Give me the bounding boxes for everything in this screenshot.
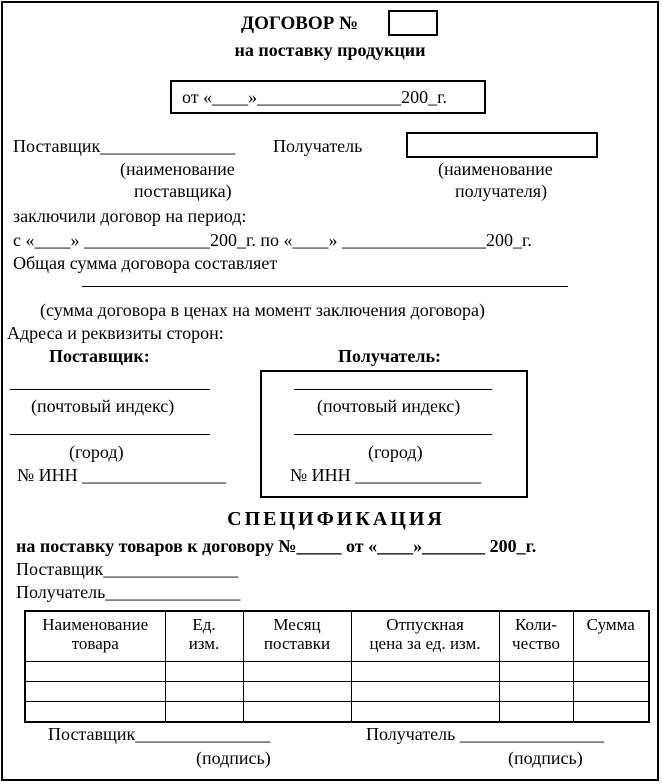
- receiver-city-hint: (город): [368, 442, 423, 462]
- supplier-city-hint: (город): [69, 442, 124, 462]
- column-header-sum: Сумма: [573, 611, 649, 662]
- supplier-hint-line2: поставщика): [134, 181, 232, 201]
- receiver-label: Получатель: [273, 136, 363, 156]
- table-header-row: [25, 611, 649, 662]
- contract-sum-label: Общая сумма договора составляет: [13, 253, 278, 273]
- table-row[interactable]: [25, 682, 649, 702]
- contract-sum-line[interactable]: [82, 286, 568, 287]
- supplier-postal-hint: (почтовый индекс): [31, 396, 175, 416]
- contract-date-line: от «____»________________200_г.: [182, 87, 447, 107]
- receiver-postal-hint: (почтовый индекс): [317, 396, 461, 416]
- supplier-address-label: Поставщик:: [49, 346, 150, 366]
- supplier-city-line[interactable]: [10, 434, 210, 435]
- receiver-address-label: Получатель:: [338, 346, 441, 366]
- column-header-unit: Ед. изм.: [165, 611, 243, 662]
- supplier-signature-hint: (подпись): [196, 748, 271, 768]
- addresses-heading: Адреса и реквизиты сторон:: [7, 323, 224, 343]
- contract-number-field[interactable]: [388, 10, 438, 36]
- column-header-quantity: Коли- чество: [499, 611, 573, 662]
- column-header-price: Отпускная цена за ед. изм.: [351, 611, 499, 662]
- supplier-name-line: Поставщик_______________: [13, 136, 236, 156]
- spec-receiver-line: Получатель_______________: [16, 582, 241, 602]
- contract-sum-hint: (сумма договора в ценах на момент заключения договора): [40, 300, 486, 320]
- table-row[interactable]: [25, 702, 649, 723]
- receiver-name-field[interactable]: [406, 132, 598, 158]
- supplier-hint-line1: (наименование: [120, 159, 235, 179]
- specification-subtitle: на поставку товаров к договору №_____ от «____»_______ 200_г.: [16, 536, 537, 556]
- specification-title: СПЕЦИФИКАЦИЯ: [227, 508, 445, 530]
- table-row[interactable]: [25, 662, 649, 682]
- receiver-signature-line: Получатель ________________: [366, 724, 604, 744]
- receiver-inn-line: № ИНН ______________: [290, 465, 482, 485]
- supplier-signature-line: Поставщик_______________: [48, 724, 271, 744]
- receiver-postal-line[interactable]: [294, 389, 492, 390]
- contract-title: ДОГОВОР №: [241, 13, 359, 34]
- column-header-month: Месяц поставки: [243, 611, 351, 662]
- contract-subtitle: на поставку продукции: [234, 40, 426, 60]
- receiver-hint-line1: (наименование: [438, 159, 553, 179]
- receiver-signature-hint: (подпись): [508, 748, 583, 768]
- column-header-name: Наименование товара: [25, 611, 165, 662]
- receiver-city-line[interactable]: [294, 434, 492, 435]
- period-dates-line: с «____» ______________200_г. по «____» ________________200_г.: [13, 230, 532, 250]
- supplier-inn-line: № ИНН ________________: [17, 465, 227, 485]
- receiver-hint-line2: получателя): [455, 181, 548, 201]
- specification-table: [24, 610, 650, 723]
- supplier-postal-line[interactable]: [10, 389, 210, 390]
- period-heading: заключили договор на период:: [13, 206, 247, 226]
- spec-supplier-line: Поставщик_______________: [16, 559, 239, 579]
